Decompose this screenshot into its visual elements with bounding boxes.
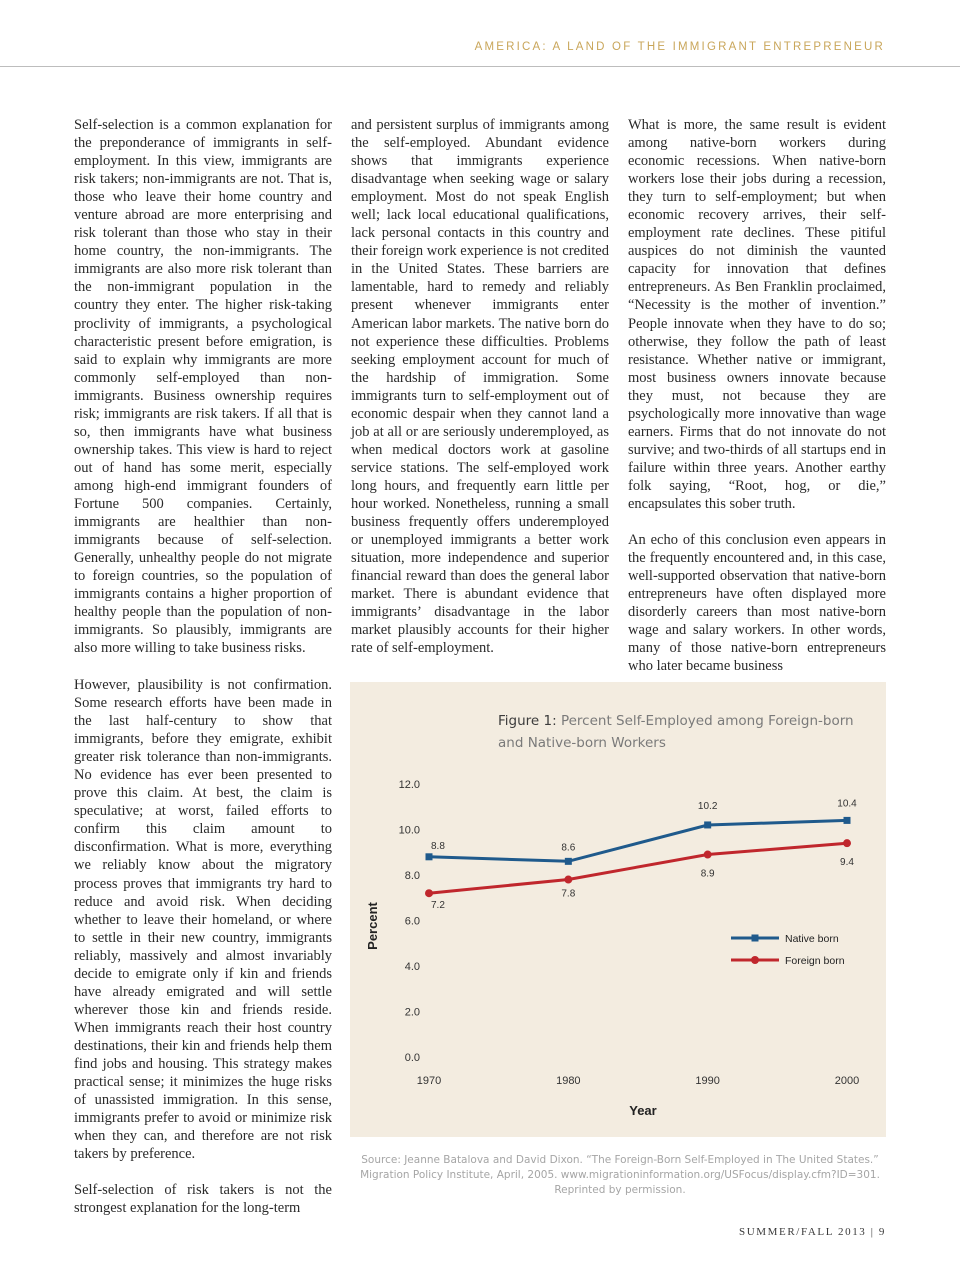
x-tick-label: 1980 [556, 1075, 581, 1087]
data-point-native-born [844, 817, 851, 824]
running-head: AMERICA: A LAND OF THE IMMIGRANT ENTREPRENEUR [474, 41, 885, 53]
paragraph: However, plausibility is not confirmation. Some research efforts have been made in the last half-century to show that immigrants, before they emigrate, exhibit greater risk tolerance than non-immigrants. No evidence has ever been presented to prove this claim. At best, the claim is speculative; at worst, failed efforts to confirm this claim amount to disconfirmation. What is more, everything we reliably know about the migratory process proves that immigrants try hard to reduce and avoid risk. When deciding whether to leave their homeland, or where to settle in their new country, immigrants reliably, massively and almost invariably decide to emigrate only if kin and friends have already emigrated and will settle wherever those kin and friends reside. When immigrants reach their host country destinations, their kin and friends help them find jobs and housing. This strategy makes practical sense; it minimizes the huge risks of unassisted immigration. In this sense, immigrants prefer to avoid or minimize risk when they can, and therefore are not risk takers by preference. [74, 677, 332, 1163]
figure-1 [350, 682, 886, 1137]
paragraph: and persistent surplus of immigrants among the self-employed. Abundant evidence shows that immigrants experience disadvantage when seeking wage or salary employment. Most do not speak English well; lack local educational qualifications, lack personal contacts in this country and their foreign work experience is not credited in the United States. These barriers are lamentable, hard to remedy and reliably present whenever immigrants enter American labor markets. The native born do not experience these difficulties. Problems seeking employment account for much of the hardship of immigration. Some immigrants turn to self-employment out of economic despair when they cannot land a job at all or are seriously underemployed, as when medical doctors work at gasoline service stations. The self-employed work long hours, and frequently earn little per hour worked. Nonetheless, running a small business frequently offers underemployed or unemployed immigrants a better work situation, more independence and superior financial reward than does the general labor market. There is abundant evidence that immigrants’ disadvantage in the labor market plausibly accounts for their higher rate of self-employment. [351, 117, 609, 657]
paragraph: What is more, the same result is evident among native-born workers during economic recessions. When native-born workers lose their jobs during a recession, they turn to self-employment; but when economic recovery arrives, their self-employment rate declines. These pitiful auspices do not diminish the vaunted capacity for innovation that defines entrepreneurs. As Ben Franklin proclaimed, “Necessity is the mother of invention.” People innovate when they have to do so; otherwise, they follow the path of least resistance. Whether native or immigrant, most business owners innovate because they must, not because they are psychologically more innovative than wage earners. Firms that do not innovate do not survive; and two-thirds of all startups end in failure within three years. Another earthy folk saying, “Root, hog, or die,” encapsulates this sober truth. [628, 117, 886, 512]
y-tick-label: 4.0 [404, 961, 420, 973]
figure-source: Source: Jeanne Batalova and David Dixon. “The Foreign-Born Self-Employed in The United States.” Migration Policy Institute, April, 2005. www.migrationinformation.org/USFocus/display.cfm?ID=301. Reprinted by permission. [360, 1154, 880, 1196]
data-point-foreign-born [704, 851, 712, 859]
paragraph: Self-selection is a common explanation for the preponderance of immigrants in self-employment. In this view, immigrants are risk takers; non-immigrants are not. That is, those who leave their home country and venture abroad are more enterprising and risk tolerant than those who stay in their home country, the non-immigrants. The immigrants are also more risk tolerant than the non-immigrant population in the country they enter. The higher risk-taking proclivity of immigrants, a psychological characteristic present before emigration, is said to explain why immigrants are more commonly self-employed than non-immigrants. Business ownership requires risk; immigrants are risk takers. If all that is so, then immigrants have what business ownership takes. This view is hard to reject out of hand has some merit, especially among high-end immigrant founders of Fortune 500 companies. Certainly, immigrants are healthier than non-immigrants because of self-selection. Generally, unhealthy people do not migrate to foreign countries, so the population of immigrants contains a higher proportion of healthy people than the population of non-immigrants. So plausibly, immigrants are also more willing to take business risks. [74, 117, 332, 657]
x-axis-label: Year [629, 1103, 657, 1118]
column-1 [74, 116, 332, 657]
paragraph: Self-selection of risk takers is not the strongest explanation for the long-term [74, 1182, 332, 1217]
column-3 [628, 116, 886, 675]
data-label: 8.8 [431, 840, 445, 852]
data-point-native-born [704, 821, 711, 828]
y-tick-label: 10.0 [398, 824, 420, 837]
x-tick-label: 1990 [695, 1075, 720, 1087]
y-tick-label: 12.0 [398, 779, 420, 791]
header-rule [0, 66, 960, 67]
series-line-foreign-born [429, 840, 847, 893]
y-axis-label: Percent [365, 902, 380, 950]
data-label: 8.9 [700, 868, 715, 880]
legend-label: Native born [785, 933, 839, 945]
y-tick-label: 6.0 [404, 915, 420, 928]
data-label: 10.4 [837, 798, 857, 810]
y-tick-label: 2.0 [404, 1006, 420, 1019]
y-tick-label: 0.0 [404, 1052, 420, 1064]
y-tick-label: 8.0 [404, 870, 420, 882]
legend-marker [751, 956, 759, 964]
paragraph: An echo of this conclusion even appears in the frequently encountered and, in this case, well-supported observation that native-born entrepreneurs have often displayed more disorderly careers than most native-born wage and salary workers. In other words, many of those native-born entrepreneurs who later became business [628, 532, 886, 675]
data-label: 7.8 [561, 888, 576, 900]
column-1-continued [74, 676, 332, 1217]
data-label: 8.6 [561, 842, 576, 854]
data-point-foreign-born [564, 876, 572, 884]
figure-label: Figure 1: [498, 713, 557, 729]
series-line-native-born [429, 820, 847, 861]
legend-marker [752, 935, 759, 942]
data-point-native-born [565, 858, 572, 865]
x-tick-label: 2000 [834, 1075, 860, 1087]
x-tick-label: 1970 [416, 1075, 442, 1087]
line-chart [350, 682, 886, 1137]
data-point-native-born [426, 853, 433, 860]
data-label: 10.2 [697, 800, 718, 812]
data-label: 7.2 [431, 900, 445, 912]
legend-label: Foreign born [785, 955, 845, 967]
figure-title-text: Percent Self-Employed among Foreign-born and Native-born Workers [498, 713, 854, 751]
data-label: 9.4 [840, 857, 854, 869]
page-folio: SUMMER/FALL 2013 | 9 [739, 1226, 886, 1238]
data-point-foreign-born [425, 889, 433, 897]
column-2 [351, 116, 609, 657]
data-point-foreign-born [843, 839, 851, 847]
